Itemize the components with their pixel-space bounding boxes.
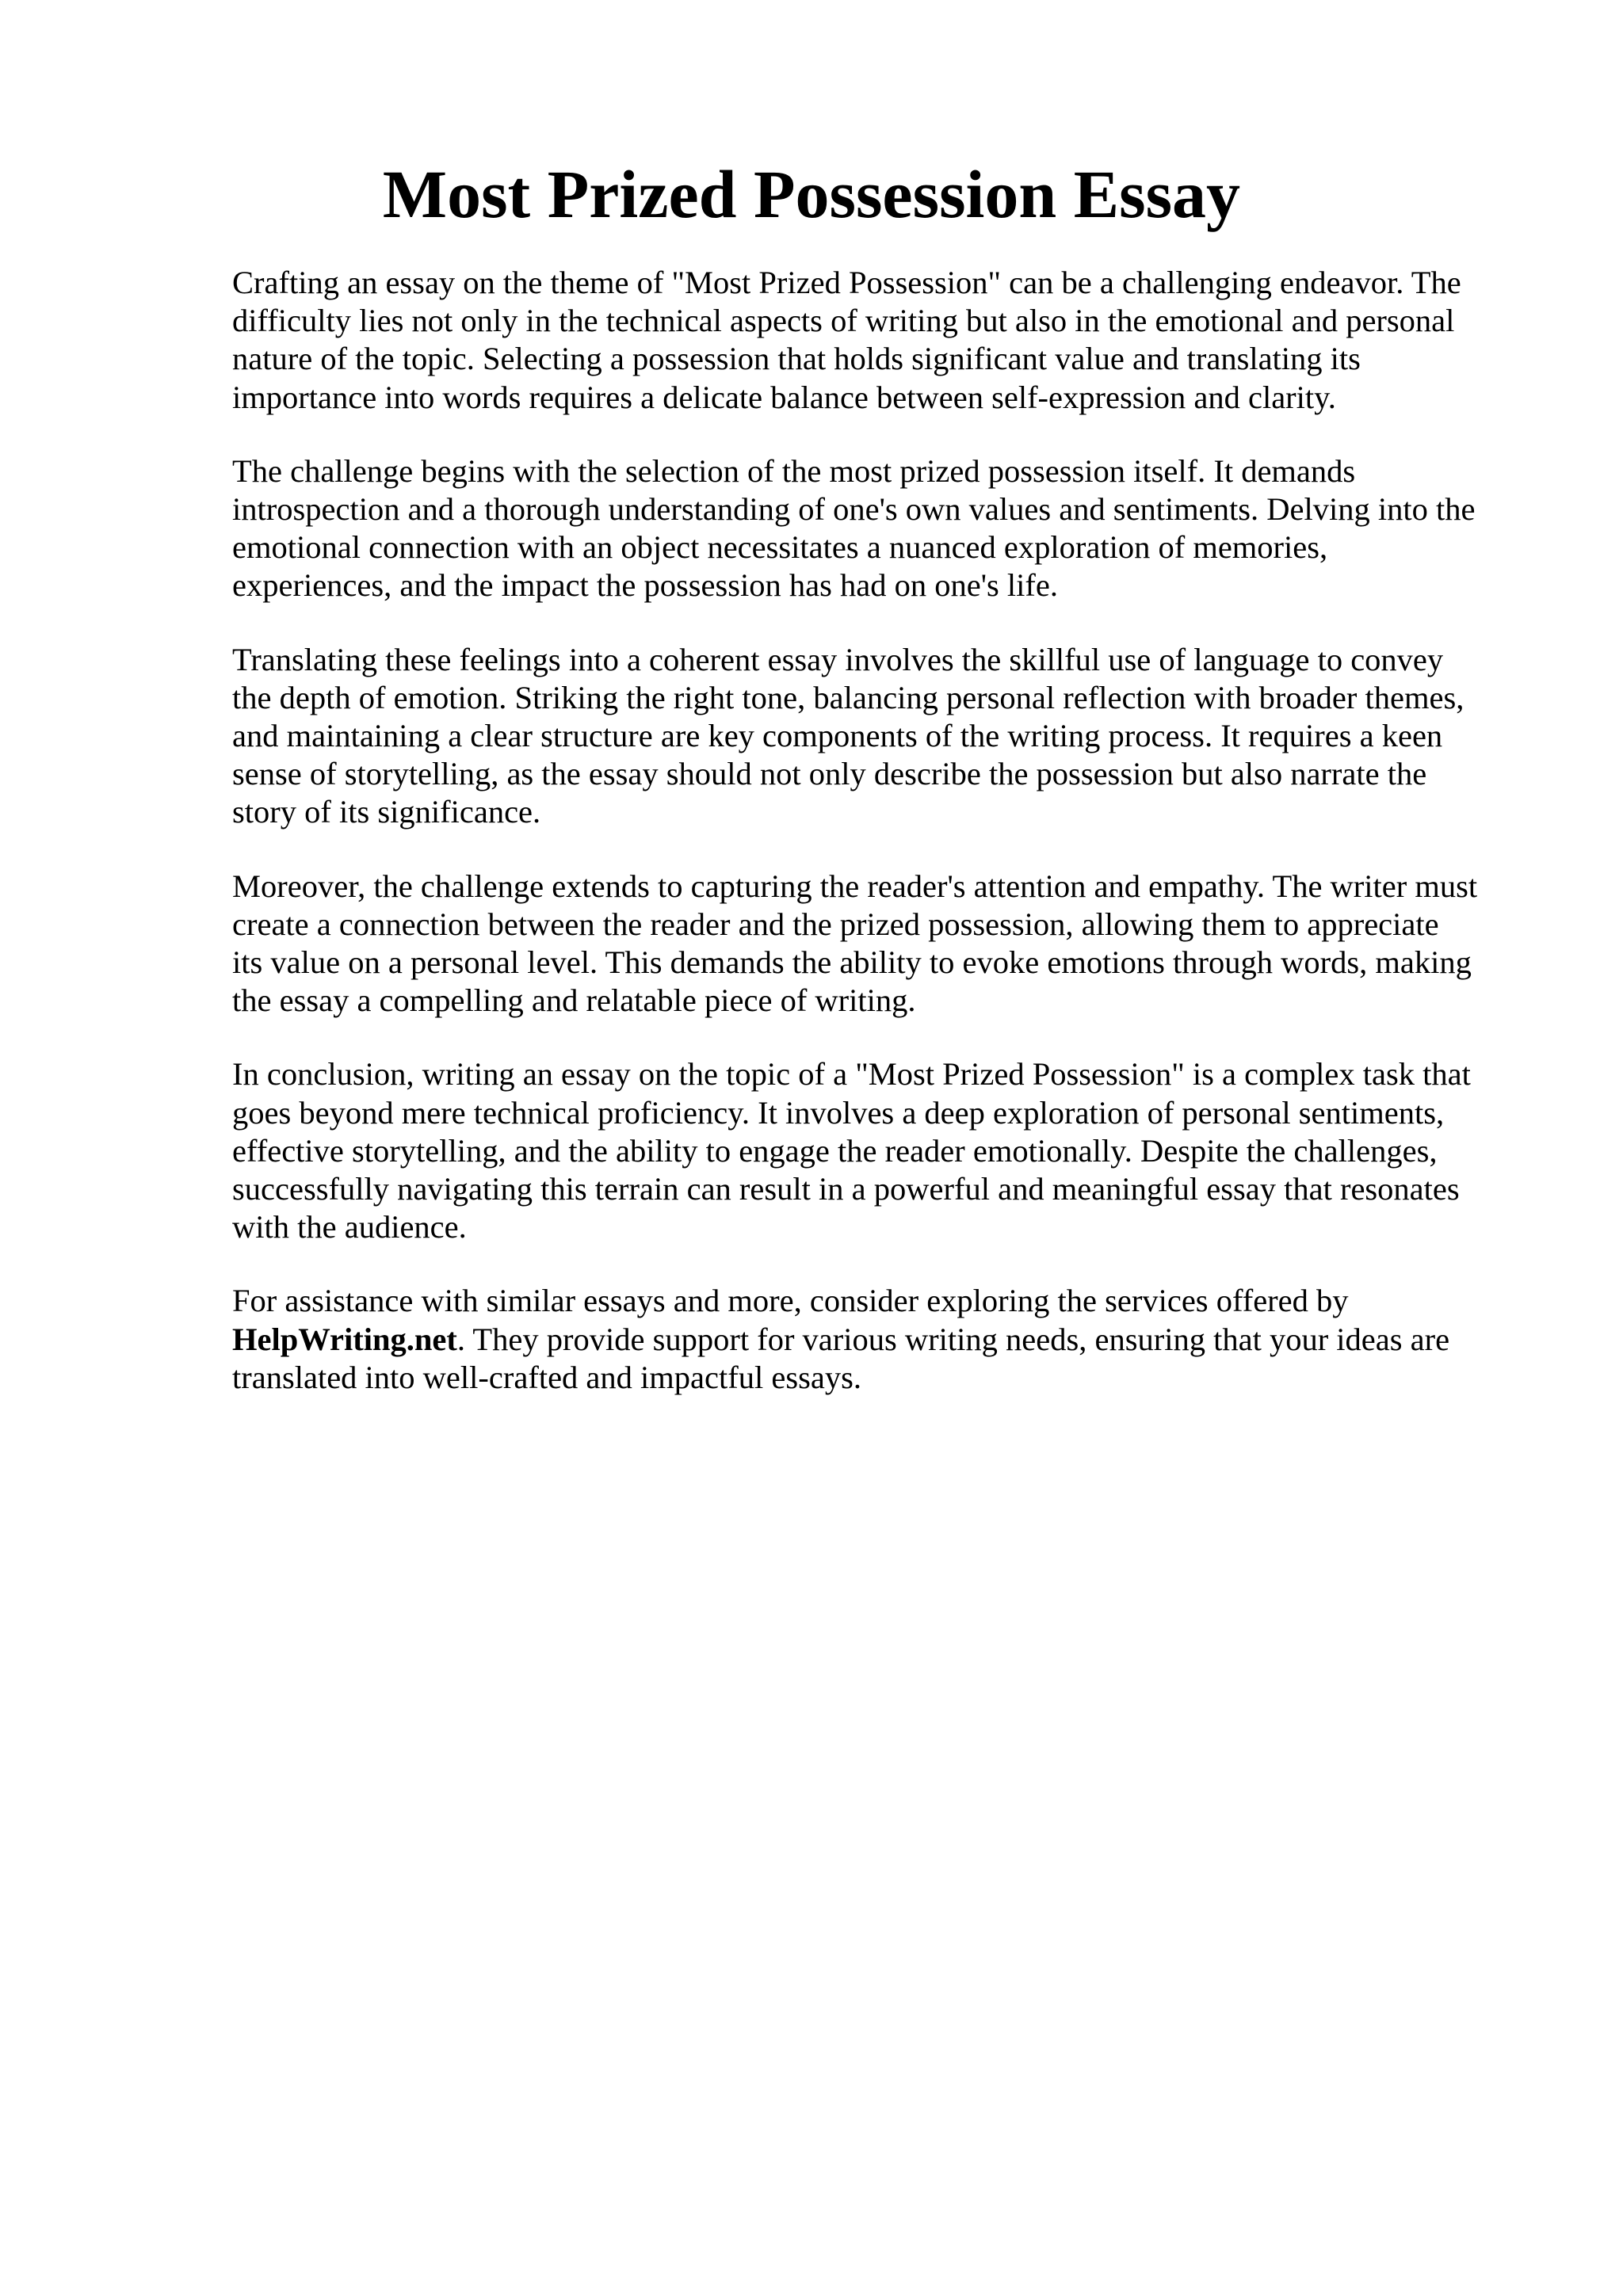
paragraph-line: goes beyond mere technical proficiency. It involves a deep exploration of personal sentiments, [232, 1094, 1445, 1131]
essay-paragraph [232, 641, 1532, 832]
essay-paragraph [232, 264, 1532, 417]
closing-line [232, 1321, 1532, 1359]
paragraph-line: Moreover, the challenge extends to capturing the reader's attention and empathy. The writer must [232, 868, 1478, 904]
paragraph-line: Translating these feelings into a coherent essay involves the skillful use of language to convey [232, 641, 1444, 677]
paragraph-line: its value on a personal level. This demands the ability to evoke emotions through words, making [232, 944, 1472, 981]
paragraph-line: sense of storytelling, as the essay should not only describe the possession but also narrate the [232, 756, 1427, 792]
closing-line: For assistance with similar essays and more, consider exploring the services offered by [232, 1283, 1349, 1319]
paragraph-line: effective storytelling, and the ability to engage the reader emotionally. Despite the challenges, [232, 1132, 1438, 1169]
paragraph-line: introspection and a thorough understanding of one's own values and sentiments. Delving into the [232, 491, 1476, 528]
paragraph-line: importance into words requires a delicate balance between self-expression and clarity. [232, 379, 1336, 415]
page-title: Most Prized Possession Essay [382, 156, 1241, 232]
closing-paragraph [232, 1282, 1532, 1397]
essay-paragraph [232, 452, 1532, 605]
paragraph-line: Crafting an essay on the theme of "Most Prized Possession" can be a challenging endeavor. The [232, 265, 1461, 300]
brand-link[interactable]: HelpWriting.net [232, 1321, 457, 1357]
paragraph-line: nature of the topic. Selecting a possession that holds significant value and translating its [232, 341, 1361, 377]
paragraph-line: In conclusion, writing an essay on the topic of a "Most Prized Possession" is a complex task that [232, 1056, 1471, 1093]
paragraph-line: with the audience. [232, 1209, 467, 1245]
paragraph-line: create a connection between the reader and the prized possession, allowing them to appreciate [232, 906, 1439, 942]
paragraph-line: difficulty lies not only in the technical aspects of writing but also in the emotional and personal [232, 303, 1455, 339]
paragraph-line: the depth of emotion. Striking the right tone, balancing personal reflection with broader themes, [232, 679, 1465, 715]
paragraph-line: emotional connection with an object necessitates a nuanced exploration of memories, [232, 529, 1328, 566]
essay-paragraphs [232, 264, 1532, 1246]
paragraph-line: successfully navigating this terrain can result in a powerful and meaningful essay that resonates [232, 1171, 1460, 1207]
essay-body [232, 264, 1532, 1432]
essay-paragraph [232, 868, 1532, 1020]
closing-line: translated into well-crafted and impactful essays. [232, 1359, 861, 1395]
paragraph-line: The challenge begins with the selection of the most prized possession itself. It demands [232, 452, 1356, 489]
closing-line-text: . They provide support for various writing needs, ensuring that your ideas are [456, 1321, 1450, 1357]
paragraph-line: and maintaining a clear structure are key components of the writing process. It requires a keen [232, 718, 1443, 754]
essay-paragraph [232, 1055, 1532, 1246]
paragraph-line: experiences, and the impact the possession has had on one's life. [232, 567, 1059, 604]
paragraph-line: the essay a compelling and relatable piece of writing. [232, 982, 916, 1019]
paragraph-line: story of its significance. [232, 794, 541, 830]
